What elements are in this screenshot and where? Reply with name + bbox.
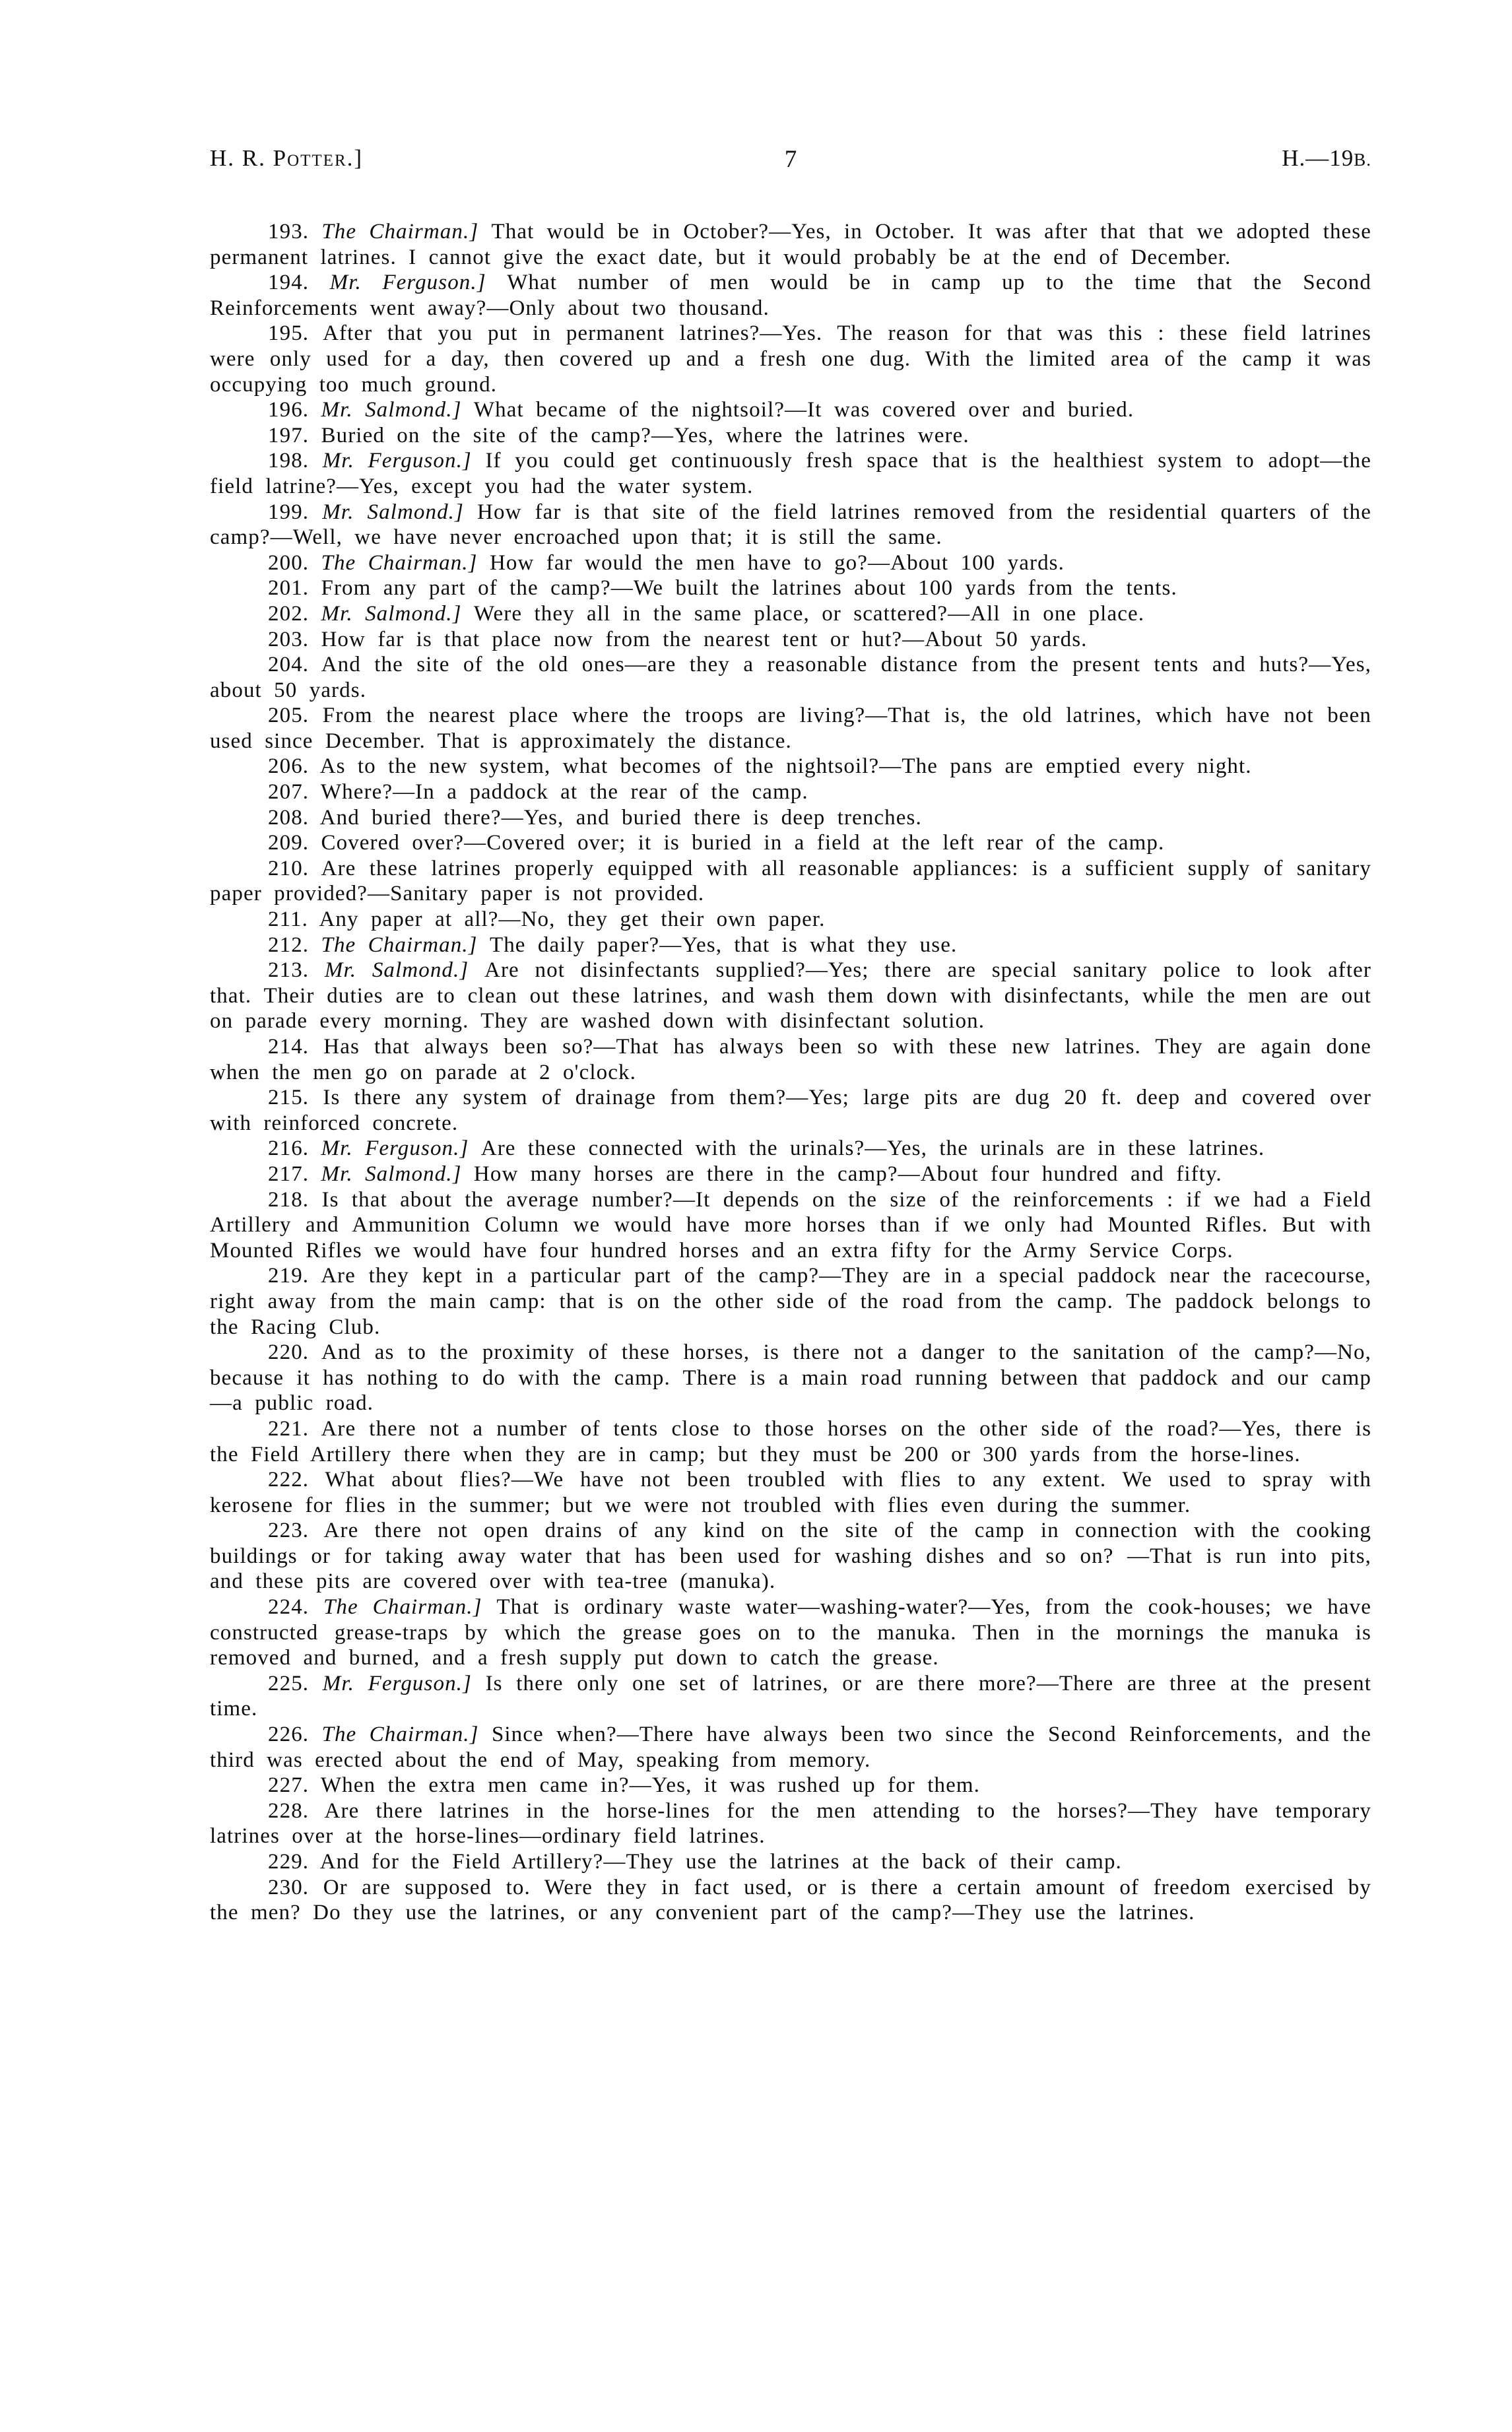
question-number: 213. [268,958,325,983]
qa-paragraph [210,550,1371,576]
speaker-name: The Chairman.] [321,550,490,575]
testimony-text-block [210,219,1371,1926]
page-number: 7 [784,146,797,173]
qa-paragraph [210,856,1371,907]
qa-paragraph [210,779,1371,805]
qa-paragraph [210,1518,1371,1594]
qa-text: How far would the men have to go?—About 100 yards. [489,550,1065,575]
question-number: 220. [268,1340,321,1365]
question-number: 210. [268,856,321,880]
speaker-name: Mr. Ferguson.] [322,449,486,473]
qa-paragraph [210,1594,1371,1671]
qa-paragraph [210,397,1371,423]
question-number: 218. [268,1187,322,1212]
question-number: 202. [268,601,321,626]
qa-text: From any part of the camp?—We built the latrines about 100 yards from the tents. [321,576,1177,601]
question-number: 215. [268,1086,323,1110]
qa-text: Are not disinfectants supplied?—Yes; there are special sanitary police to look after that. Their duties are to clean out these latrines, and wash them down with disinfectants, while the men are out on parade every morning. They are washed down with disinfectant solution. [210,958,1372,1034]
qa-text: What number of men would be in camp up to the time that the Second Reinforcements went away?—Only about two thousand. [210,271,1372,320]
qa-paragraph [210,703,1371,754]
qa-paragraph [210,270,1371,321]
qa-text: Since when?—There have always been two since the Second Reinforcements, and the third was erected about the end of May, speaking from memory. [210,1723,1371,1772]
question-number: 221. [268,1416,321,1441]
qa-paragraph [210,500,1371,550]
qa-text: What became of the nightsoil?—It was covered over and buried. [473,398,1134,422]
qa-paragraph [210,1722,1371,1773]
qa-paragraph [210,1085,1371,1136]
qa-text: Is there any system of drainage from them?—Yes; large pits are dug 20 ft. deep and covered over with reinforced concrete. [210,1086,1371,1135]
qa-paragraph [210,1875,1371,1926]
running-header-paper-number: H.—19B. [1282,145,1371,171]
speaker-name: The Chairman.] [321,933,490,957]
speaker-name: Mr. Salmond.] [322,500,478,524]
qa-text: How far is that place now from the nearest tent or hut?—About 50 yards. [321,627,1088,651]
qa-text: Has that always been so?—That has always been so with these new latrines. They are again done when the men go on parade at 2 o'clock. [210,1035,1372,1084]
qa-text: And the site of the old ones—are they a reasonable distance from the present tents and huts?—Yes, about 50 yards. [210,653,1371,702]
qa-text: And for the Field Artillery?—They use the latrines at the back of their camp. [319,1850,1122,1874]
qa-text: After that you put in permanent latrines?—Yes. The reason for that was this : these field latrines were only used for a day, then covered up and a fresh one dug. With the limited area of the camp it was occupying too much ground. [210,321,1371,397]
question-number: 223. [268,1519,324,1543]
question-number: 209. [268,831,321,855]
speaker-name: Mr. Salmond.] [321,601,474,626]
question-number: 203. [268,627,321,651]
qa-text: From the nearest place where the troops are living?—That is, the old latrines, which have not been used since December. That is approximately the distance. [210,704,1371,753]
qa-paragraph [210,907,1371,933]
qa-paragraph [210,1671,1371,1722]
qa-paragraph [210,219,1371,270]
qa-text: And buried there?—Yes, and buried there is deep trenches. [319,805,922,830]
qa-text: Are there latrines in the horse-lines for the men attending to the horses?—They have temporary latrines over at the horse-lines—ordinary field latrines. [210,1798,1371,1849]
qa-text: Are these latrines properly equipped with all reasonable appliances: is a sufficient supply of sanitary paper provided?—Sanitary paper is not provided. [210,856,1371,906]
question-number: 197. [268,423,321,447]
qa-text: Are there not open drains of any kind on the site of the camp in connection with the cooking buildings or for taking away water that has been used for washing dishes and so on? —That is run into pits, and these pits are covered over with tea-tree (manuka). [210,1519,1371,1594]
qa-text: When the extra men came in?—Yes, it was rushed up for them. [320,1773,980,1798]
qa-text: Covered over?—Covered over; it is buried in a field at the left rear of the camp. [321,831,1165,855]
qa-paragraph [210,1773,1371,1798]
qa-paragraph [210,1187,1371,1264]
qa-paragraph [210,754,1371,779]
question-number: 214. [268,1035,324,1059]
speaker-name: The Chairman.] [321,1723,492,1747]
speaker-name: Mr. Ferguson.] [322,1671,486,1695]
qa-paragraph [210,652,1371,703]
qa-text: Are there not a number of tents close to those horses on the other side of the road?—Yes, there is the Field Artillery there when they are in camp; but they must be 200 or 300 yards from the horse-lines. [210,1416,1372,1466]
question-number: 224. [268,1595,323,1620]
question-number: 201. [268,576,321,601]
qa-paragraph [210,1416,1371,1467]
qa-text: How many horses are there in the camp?—About four hundred and fifty. [473,1162,1222,1186]
running-header-witness-name: H. R. Potter.] [210,145,364,171]
qa-paragraph [210,575,1371,601]
question-number: 199. [268,500,323,524]
qa-text: The daily paper?—Yes, that is what they use. [489,933,958,957]
question-number: 194. [268,271,330,295]
qa-paragraph [210,601,1371,627]
question-number: 219. [268,1264,321,1288]
speaker-name: Mr. Ferguson.] [321,1136,481,1161]
question-number: 227. [268,1773,321,1798]
qa-paragraph [210,627,1371,653]
question-number: 196. [268,398,321,422]
question-number: 225. [268,1671,323,1695]
qa-text: Or are supposed to. Were they in fact used, or is there a certain amount of freedom exercised by the men? Do they use the latrines, or any convenient part of the camp?—They use the latrines. [210,1875,1372,1925]
question-number: 211. [268,907,319,932]
speaker-name: Mr. Ferguson.] [329,271,508,295]
speaker-name: Mr. Salmond.] [324,958,485,983]
question-number: 230. [268,1875,323,1899]
question-number: 208. [268,805,320,830]
question-number: 206. [268,754,320,779]
qa-paragraph [210,1849,1371,1875]
question-number: 228. [268,1798,325,1823]
qa-paragraph [210,448,1371,499]
qa-paragraph [210,805,1371,831]
running-header [210,145,1371,178]
question-number: 200. [268,550,321,575]
qa-text: Are they kept in a particular part of the camp?—They are in a special paddock near the racecourse, right away from the main camp: that is on the other side of the road from the camp. The paddock belongs to the Racing Club. [210,1264,1371,1339]
qa-text: How far is that site of the field latrines removed from the residential quarters of the camp?—Well, we have never encroached upon that; it is still the same. [210,500,1371,550]
qa-paragraph [210,321,1371,397]
qa-paragraph [210,423,1371,449]
question-number: 216. [268,1136,321,1161]
question-number: 195. [268,321,323,346]
question-number: 226. [268,1723,322,1747]
question-number: 193. [268,220,322,244]
qa-paragraph [210,1263,1371,1340]
question-number: 229. [268,1850,320,1874]
question-number: 198. [268,449,323,473]
qa-paragraph [210,933,1371,958]
qa-text: That is ordinary waste water—washing-water?—Yes, from the cook-houses; we have constructed grease-traps by which the grease goes on to the manuka. Then in the mornings the manuka is removed and burned, and a fresh supply put down to catch the grease. [210,1595,1371,1670]
speaker-name: Mr. Salmond.] [321,1162,474,1186]
qa-text: And as to the proximity of these horses, is there not a danger to the sanitation of the camp?—No, because it has nothing to do with the camp. There is a main road running between that paddock and our camp—a public road. [210,1340,1371,1416]
speaker-name: Mr. Salmond.] [321,398,474,422]
speaker-name: The Chairman.] [321,220,492,244]
qa-paragraph [210,1034,1371,1085]
qa-text: Are these connected with the urinals?—Yes, the urinals are in these latrines. [480,1136,1265,1161]
question-number: 204. [268,653,321,677]
qa-paragraph [210,1136,1371,1162]
qa-text: What about flies?—We have not been troubled with flies to any extent. We used to spray with kerosene for flies in the summer; but we were not troubled with flies even during the summer. [210,1468,1372,1517]
qa-paragraph [210,1467,1371,1518]
qa-text: Buried on the site of the camp?—Yes, where the latrines were. [321,423,970,447]
qa-text: That would be in October?—Yes, in October. It was after that that we adopted these permanent latrines. I cannot give the exact date, but it would probably be at the end of December. [210,220,1371,269]
qa-text: Is that about the average number?—It depends on the size of the reinforcements : if we had a Field Artillery and Ammunition Column we would have more horses than if we only had Mounted Rifles. But with Mounted Rifles we would have four hundred horses and an extra fifty for the Army Service Corps. [210,1187,1371,1263]
question-number: 217. [268,1162,321,1186]
speaker-name: The Chairman.] [323,1595,497,1620]
question-number: 222. [268,1468,325,1492]
qa-text: Where?—In a paddock at the rear of the camp. [320,780,808,805]
qa-text: Were they all in the same place, or scattered?—All in one place. [473,601,1145,626]
qa-paragraph [210,830,1371,856]
qa-paragraph [210,958,1371,1034]
qa-text: Is there only one set of latrines, or are there more?—There are three at the present time. [210,1671,1372,1721]
qa-text: If you could get continuously fresh space that is the healthiest system to adopt—the field latrine?—Yes, except you had the water system. [210,449,1371,498]
qa-paragraph [210,1340,1371,1416]
question-number: 205. [268,704,323,728]
qa-text: As to the new system, what becomes of the nightsoil?—The pans are emptied every night. [319,754,1252,779]
qa-paragraph [210,1162,1371,1187]
question-number: 212. [268,933,321,957]
qa-paragraph [210,1798,1371,1849]
question-number: 207. [268,780,321,805]
qa-text: Any paper at all?—No, they get their own paper. [319,907,826,932]
